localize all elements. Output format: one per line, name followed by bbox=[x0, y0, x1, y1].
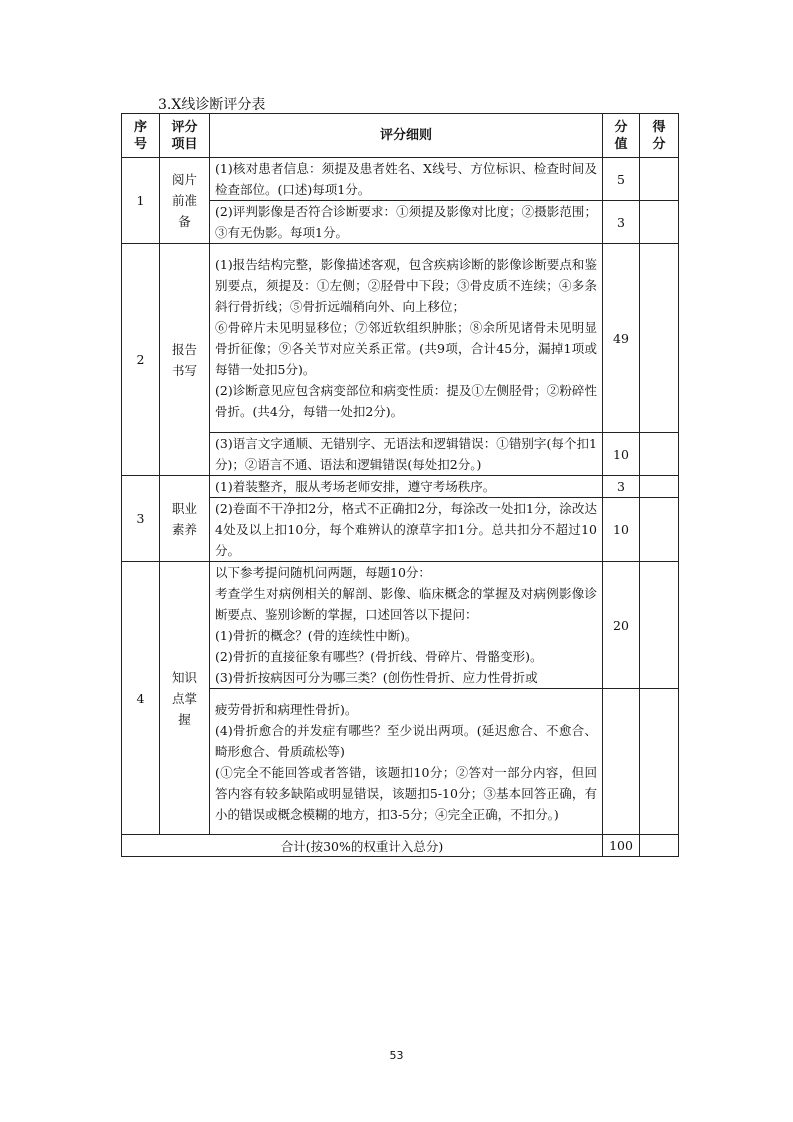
score-cell-empty bbox=[640, 562, 679, 689]
score-value: 10 bbox=[603, 498, 640, 562]
section-item: 报告 书写 bbox=[160, 244, 210, 476]
criteria-text: (3)语言文字通顺、无错别字、无语法和逻辑错误：①错别字(每个扣1分)；②语言不通、语法和逻辑错误(每处扣2分。) bbox=[210, 433, 603, 476]
page-number: 53 bbox=[389, 1049, 404, 1062]
score-value: 20 bbox=[603, 562, 640, 689]
score-value: 49 bbox=[603, 244, 640, 433]
header-value: 分 值 bbox=[603, 114, 640, 158]
criteria-text: (1)着装整齐，服从考场老师安排，遵守考场秩序。 bbox=[210, 476, 603, 498]
criteria-text: 疲劳骨折和病理性骨折)。 (4)骨折愈合的并发症有哪些？至少说出两项。(延迟愈合、不愈合、畸形愈合、骨质疏松等) (①完全不能回答或者答错，该题扣10分；②答对一部分内容，但回答内容有较多缺陷或明显错误，该题扣5-10分；③基本回答正确，有小的错误或概念模糊的地方，扣3-5分；④完全正确，不扣分。) bbox=[210, 689, 603, 835]
table-header-row bbox=[122, 114, 679, 158]
score-cell-empty bbox=[640, 689, 679, 835]
score-cell-empty bbox=[640, 835, 679, 857]
header-got: 得 分 bbox=[640, 114, 679, 158]
table-row bbox=[122, 562, 679, 689]
total-row bbox=[122, 835, 679, 857]
criteria-text: (2)评判影像是否符合诊断要求：①须提及影像对比度；②摄影范围；③有无伪影。每项1分。 bbox=[210, 201, 603, 244]
score-table bbox=[121, 113, 679, 857]
score-cell-empty bbox=[640, 433, 679, 476]
table-row bbox=[122, 476, 679, 498]
section-number: 1 bbox=[122, 158, 160, 244]
criteria-text: 以下参考提问随机问两题，每题10分： 考查学生对病例相关的解剖、影像、临床概念的掌握及对病例影像诊断要点、鉴别诊断的掌握，口述回答以下提问： (1)骨折的概念？(骨的连续性中断)。 (2)骨折的直接征象有哪些？(骨折线、骨碎片、骨骼变形)。 (3)骨折按病因可分为哪三类？(创伤性骨折、应力性骨折或 bbox=[210, 562, 603, 689]
section-item: 阅片 前准 备 bbox=[160, 158, 210, 244]
score-cell-empty bbox=[640, 158, 679, 201]
section-item: 职业 素养 bbox=[160, 476, 210, 562]
score-value: 3 bbox=[603, 201, 640, 244]
total-score: 100 bbox=[603, 835, 640, 857]
score-cell-empty bbox=[640, 201, 679, 244]
header-number: 序 号 bbox=[122, 114, 160, 158]
score-cell-empty bbox=[640, 498, 679, 562]
score-cell-empty bbox=[640, 244, 679, 433]
page-title: 3.X线诊断评分表 bbox=[158, 97, 266, 113]
section-item: 知识 点掌 握 bbox=[160, 562, 210, 835]
header-item: 评分 项目 bbox=[160, 114, 210, 158]
table-row bbox=[122, 244, 679, 433]
section-number: 3 bbox=[122, 476, 160, 562]
score-value: 5 bbox=[603, 158, 640, 201]
score-value: 10 bbox=[603, 433, 640, 476]
criteria-text: (1)报告结构完整，影像描述客观，包含疾病诊断的影像诊断要点和鉴别要点，须提及：①左侧；②胫骨中下段；③骨皮质不连续；④多条斜行骨折线；⑤骨折远端稍向外、向上移位； ⑥骨碎片未见明显移位；⑦邻近软组织肿胀；⑧余所见诸骨未见明显骨折征像；⑨各关节对应关系正常。(共9项，合计45分，漏掉1项或每错一处扣5分)。 (2)诊断意见应包含病变部位和病变性质：提及①左侧胫骨；②粉碎性骨折。(共4分，每错一处扣2分)。 bbox=[210, 244, 603, 433]
section-number: 2 bbox=[122, 244, 160, 476]
criteria-text: (1)核对患者信息：须提及患者姓名、X线号、方位标识、检查时间及检查部位。(口述)每项1分。 bbox=[210, 158, 603, 201]
header-detail: 评分细则 bbox=[210, 114, 603, 158]
total-label: 合计(按30%的权重计入总分) bbox=[122, 835, 603, 857]
score-value bbox=[603, 689, 640, 835]
score-value: 3 bbox=[603, 476, 640, 498]
section-number: 4 bbox=[122, 562, 160, 835]
criteria-text: (2)卷面不干净扣2分，格式不正确扣2分，每涂改一处扣1分，涂改达4处及以上扣10分，每个难辨认的潦草字扣1分。总共扣分不超过10分。 bbox=[210, 498, 603, 562]
table-row bbox=[122, 158, 679, 201]
score-cell-empty bbox=[640, 476, 679, 498]
